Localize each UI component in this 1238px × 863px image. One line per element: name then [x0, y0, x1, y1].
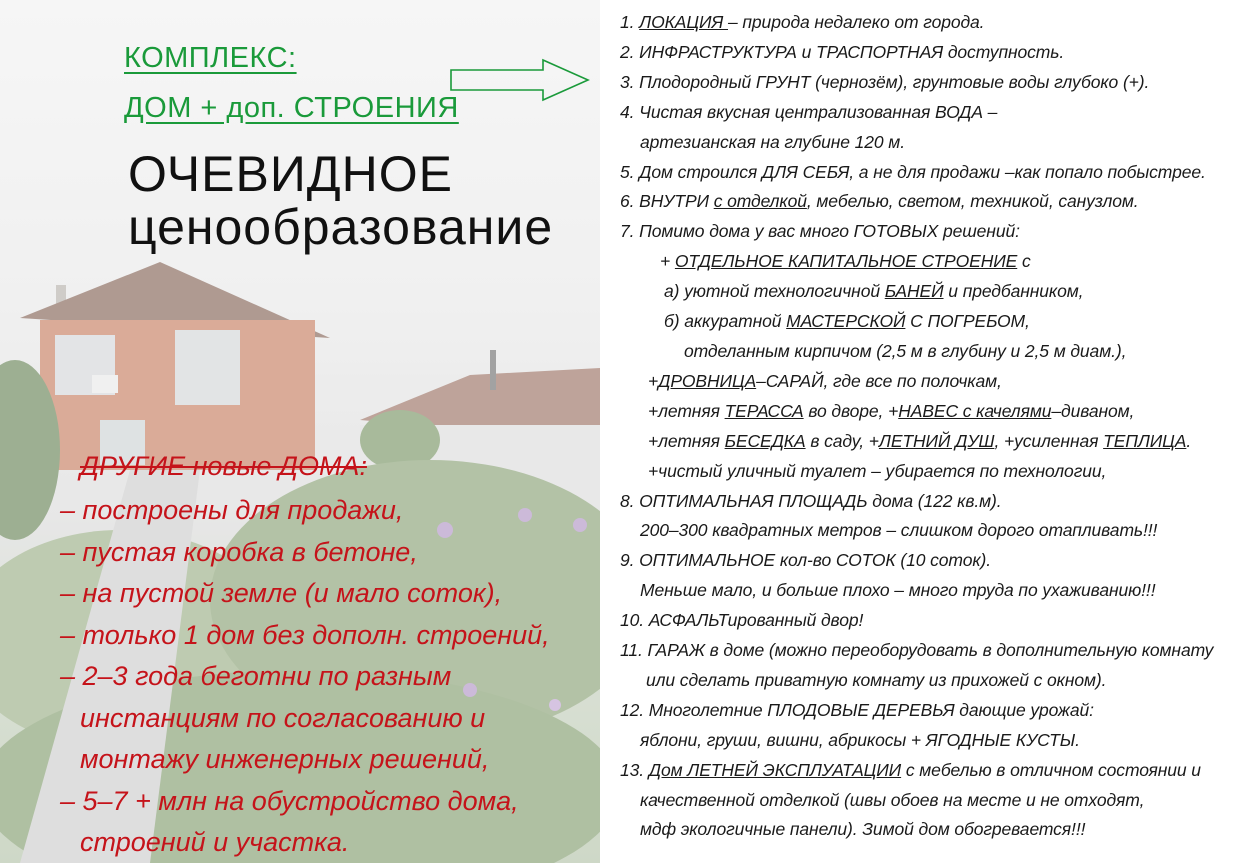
list-item: – пустая коробка в бетоне, [60, 536, 418, 567]
list-item-continuation: Меньше мало, и больше плохо – много труда по ухаживанию!!! [640, 580, 1156, 601]
complex-subtitle: ДОМ + доп. СТРОЕНИЯ [124, 92, 459, 124]
list-item: 10. АСФАЛЬТированный двор! [620, 610, 864, 631]
list-item: 3. Плодородный ГРУНТ (чернозём), грунтовые воды глубоко (+). [620, 71, 1150, 92]
list-item: инстанциям по согласованию и [80, 702, 486, 733]
right-arrow-outline-icon [448, 58, 593, 102]
complex-title: КОМПЛЕКС: [124, 42, 297, 74]
headline-pricing: ценообразование [128, 199, 554, 255]
list-item: – на пустой земле (и мало соток), [60, 578, 503, 608]
sub-item: б) аккуратной МАСТЕРСКОЙ С ПОГРЕБОМ, [664, 311, 1030, 332]
list-item-continuation: мдф экологичные панели). Зимой дом обогревается!!! [640, 819, 1086, 840]
headline-obvious: ОЧЕВИДНОЕ [128, 146, 453, 202]
list-item-continuation: или сделать приватную комнату из прихожей с окном). [646, 669, 1107, 690]
sub-item: +летняя БЕСЕДКА в саду, +ЛЕТНИЙ ДУШ, +усиленная ТЕПЛИЦА. [648, 430, 1192, 451]
list-item: 12. Многолетние ПЛОДОВЫЕ ДЕРЕВЬЯ дающие урожай: [620, 699, 1094, 720]
list-item: – 5–7 + млн на обустройство дома, [60, 785, 519, 816]
sub-item: а) уютной технологичной БАНЕЙ и предбанником, [664, 281, 1084, 302]
other-houses-heading: ДРУГИЕ новые ДОМА: [80, 451, 367, 481]
list-item: – 2–3 года беготни по разным [60, 661, 452, 691]
list-item-continuation: 200–300 квадратных метров – слишком дорого отапливать!!! [640, 520, 1158, 541]
sub-item: +ДРОВНИЦА–САРАЙ, где все по полочкам, [648, 370, 1002, 391]
list-item: 8. ОПТИМАЛЬНАЯ ПЛОЩАДЬ дома (122 кв.м). [620, 490, 1002, 511]
list-item: 7. Помимо дома у вас много ГОТОВЫХ решений: [620, 221, 1020, 242]
advantages-list [620, 8, 1232, 845]
list-item: 4. Чистая вкусная централизованная ВОДА – [620, 101, 998, 122]
other-houses-list [60, 490, 600, 863]
list-item: 13. Дом ЛЕТНЕЙ ЭКСПЛУАТАЦИИ с мебелью в отличном состоянии и [620, 759, 1201, 780]
list-item: 5. Дом строился ДЛЯ СЕБЯ, а не для продажи –как попало побыстрее. [620, 161, 1206, 182]
list-item: – только 1 дом без дополн. строений, [60, 619, 550, 650]
list-item-continuation: артезианская на глубине 120 м. [640, 131, 905, 152]
list-item: 6. ВНУТРИ с отделкой, мебелью, светом, техникой, санузлом. [620, 191, 1139, 212]
list-item: 11. ГАРАЖ в доме (можно переоборудовать в дополнительную комнату [620, 640, 1214, 661]
list-item-continuation: яблони, груши, вишни, абрикосы + ЯГОДНЫЕ КУСТЫ. [640, 729, 1080, 750]
photo-panel [0, 0, 600, 863]
list-item: 9. ОПТИМАЛЬНОЕ кол-во СОТОК (10 соток). [620, 550, 991, 571]
list-item: монтажу инженерных решений, [80, 744, 490, 774]
sub-item: +чистый уличный туалет – убирается по технологии, [648, 460, 1107, 481]
sub-item-continuation: отделанным кирпичом (2,5 м в глубину и 2,5 м диам.), [684, 340, 1127, 361]
sub-item: + ОТДЕЛЬНОЕ КАПИТАЛЬНОЕ СТРОЕНИЕ с [660, 251, 1031, 272]
list-item: 2. ИНФРАСТРУКТУРА и ТРАСПОРТНАЯ доступность. [620, 41, 1065, 62]
list-item: – построены для продажи, [60, 495, 404, 525]
sub-item: +летняя ТЕРАССА во дворе, +НАВЕС с качелями–диваном, [648, 400, 1135, 421]
list-item: 1. ЛОКАЦИЯ – природа недалеко от города. [620, 12, 985, 32]
list-item-continuation: качественной отделкой (швы обоев на месте и не отходят, [640, 789, 1145, 810]
list-item: строений и участка. [80, 827, 350, 857]
